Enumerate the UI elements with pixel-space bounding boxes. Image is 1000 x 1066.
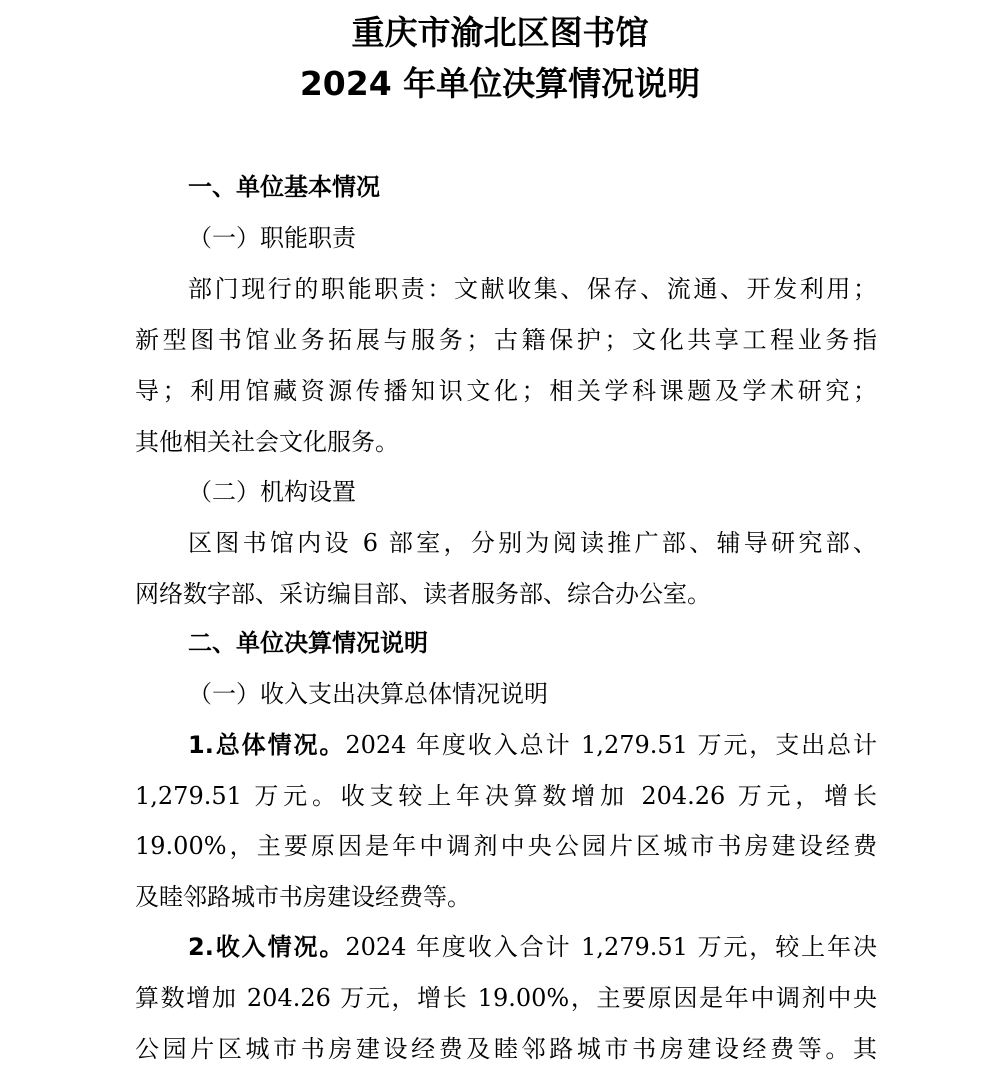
section-2-sub-1-heading: （一）收入支出决算总体情况说明 (188, 680, 548, 708)
paragraph-line: 算数增加 204.26 万元，增长 19.00%，主要原因是年中调剂中央 (135, 984, 877, 1012)
paragraph-line: 19.00%，主要原因是年中调剂中央公园片区城市书房建设经费 (135, 832, 877, 860)
paragraph-line: 1,279.51 万元。收支较上年决算数增加 204.26 万元，增长 (135, 782, 877, 810)
paragraph-lead: 2.收入情况。 (188, 933, 346, 961)
paragraph-text: 2024 年度收入合计 1,279.51 万元，较上年决 (345, 933, 877, 961)
paragraph-line (188, 932, 877, 962)
paragraph-lead: 1.总体情况。 (188, 731, 346, 759)
paragraph-line (188, 730, 877, 760)
paragraph-line: 公园片区城市书房建设经费及睦邻路城市书房建设经费等。其 (135, 1035, 877, 1063)
section-1-heading: 一、单位基本情况 (188, 173, 380, 201)
section-1-sub-2-heading: （二）机构设置 (188, 478, 356, 506)
document-title-line-1: 重庆市渝北区图书馆 (351, 13, 649, 52)
paragraph-line: 部门现行的职能职责：文献收集、保存、流通、开发利用； (188, 275, 877, 303)
paragraph-line: 其他相关社会文化服务。 (135, 428, 399, 456)
paragraph-line: 新型图书馆业务拓展与服务；古籍保护；文化共享工程业务指 (135, 326, 877, 354)
paragraph-line: 网络数字部、采访编目部、读者服务部、综合办公室。 (135, 580, 711, 608)
paragraph-line: 区图书馆内设 6 部室，分别为阅读推广部、辅导研究部、 (188, 529, 877, 557)
paragraph-line: 导；利用馆藏资源传播知识文化；相关学科课题及学术研究； (135, 377, 877, 405)
paragraph-text: 2024 年度收入总计 1,279.51 万元，支出总计 (345, 731, 877, 759)
document-title-line-2: 2024 年单位决算情况说明 (299, 64, 701, 103)
paragraph-line: 及睦邻路城市书房建设经费等。 (135, 883, 471, 911)
section-1-sub-1-heading: （一）职能职责 (188, 224, 356, 252)
section-2-heading: 二、单位决算情况说明 (188, 629, 428, 657)
